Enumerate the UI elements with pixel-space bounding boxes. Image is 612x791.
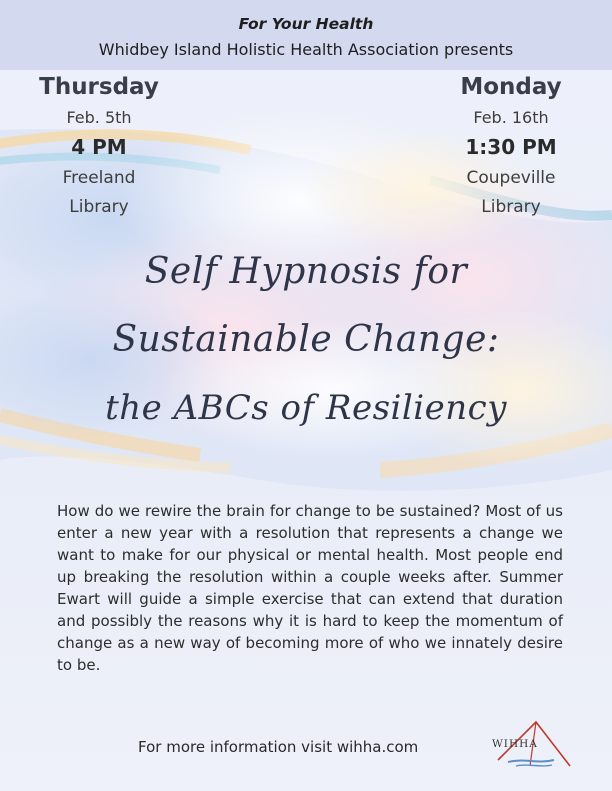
event-time: 4 PM [71, 135, 127, 159]
title-line-1: Self Hypnosis for [144, 251, 468, 292]
event-venue-line1: Freeland [62, 168, 136, 188]
wihha-logo [478, 718, 574, 770]
event-thursday [34, 72, 164, 222]
event-day: Monday [460, 74, 562, 100]
event-title [40, 238, 572, 442]
event-date: Feb. 16th [473, 108, 549, 127]
title-line-2: Sustainable Change: [112, 319, 500, 360]
event-time: 1:30 PM [465, 135, 557, 159]
title-line-3: the ABCs of Resiliency [105, 388, 507, 428]
organization-presents: Whidbey Island Holistic Health Association presents [98, 40, 514, 59]
event-venue-line2: Library [69, 197, 129, 217]
event-venue-line2: Library [481, 197, 541, 217]
event-day: Thursday [39, 74, 159, 100]
more-info-text: For more information visit wihha.com [138, 738, 419, 756]
logo-text: WIHHA [492, 738, 538, 750]
event-date: Feb. 5th [66, 108, 132, 127]
tagline: For Your Health [238, 15, 374, 33]
header-banner [0, 0, 612, 70]
event-venue-line1: Coupeville [466, 168, 556, 188]
event-description: How do we rewire the brain for change to be sustained? Most of us enter a new year with a resolution that represents a change we want to make for our physical or mental health. Most people end up breaking the resolution within a couple weeks after. Summer Ewart will guide a simple exercise that can extend that duration and possibly the reasons why it is hard to keep the momentum of change as a new way of becoming more of who we innately desire to be. [57, 502, 563, 674]
event-monday [444, 72, 578, 222]
